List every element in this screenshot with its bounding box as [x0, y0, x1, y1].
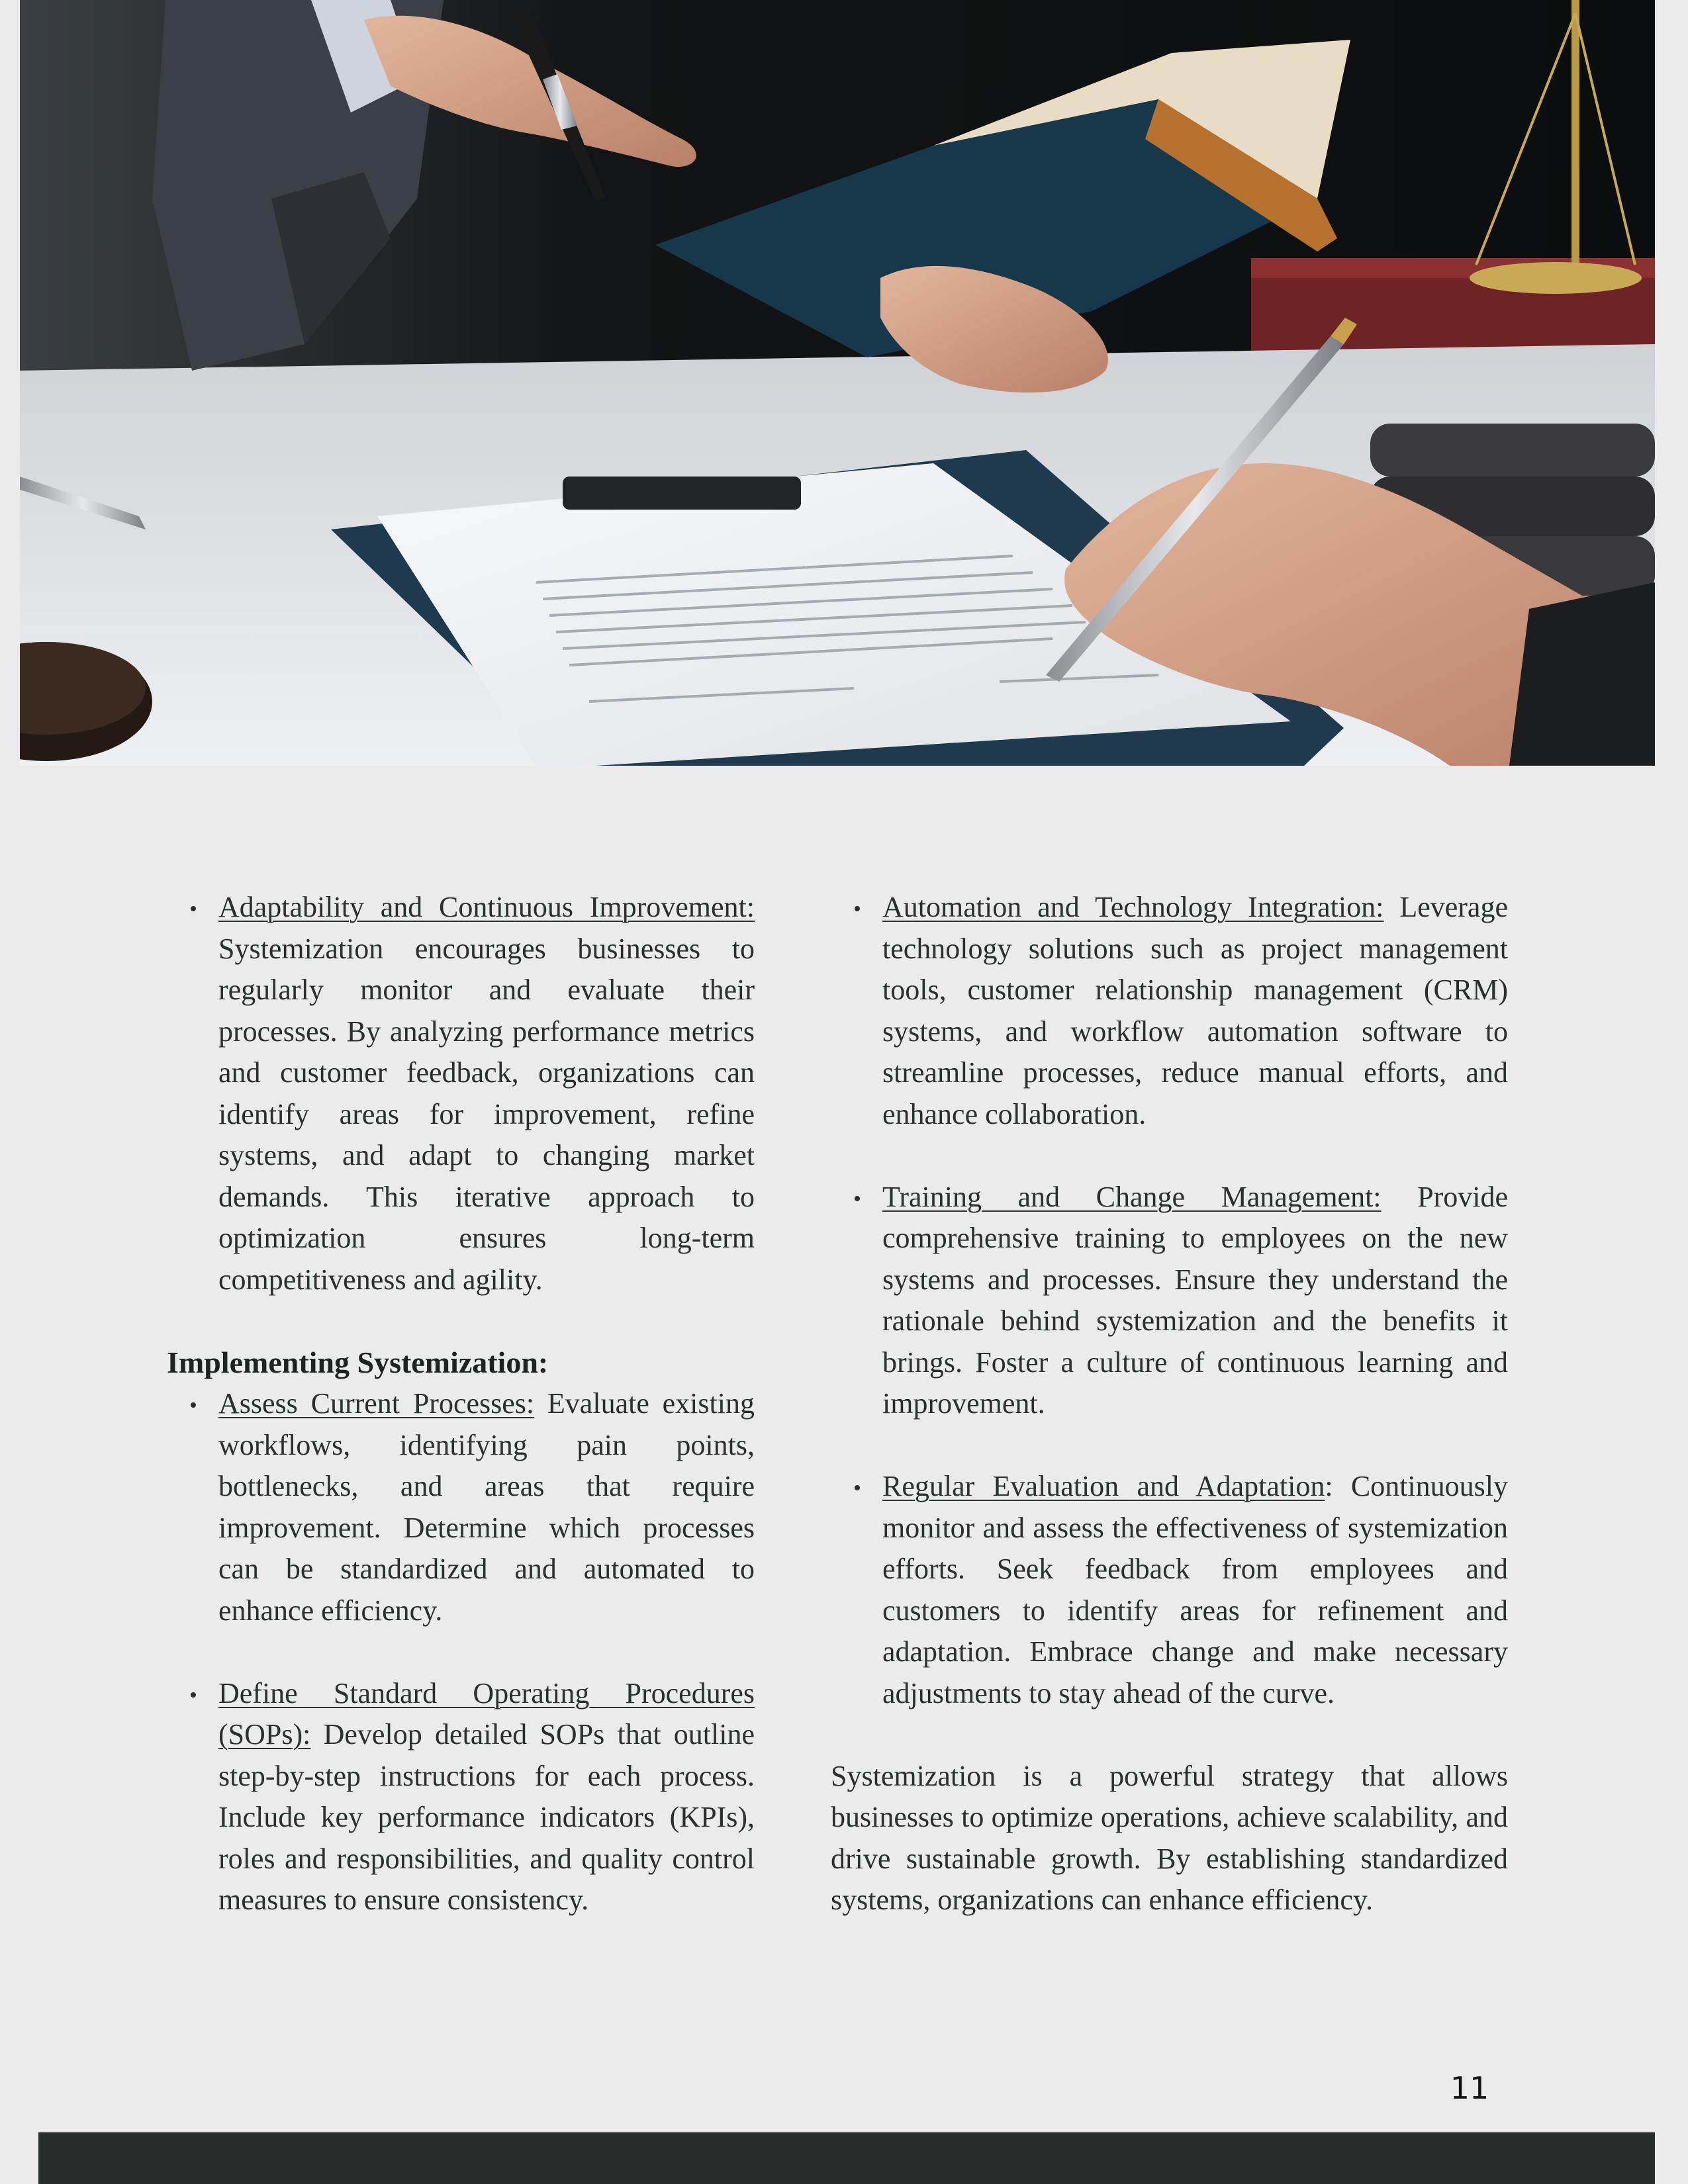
adaptability-list	[167, 887, 755, 1300]
implementing-heading: Implementing Systemization:	[167, 1345, 549, 1379]
assess-text: Evaluate existing workflows, identifying pain points, bottlenecks, and areas that require improvement. Determine which processes can be standardized and automated to enhance efficiency.	[218, 1387, 755, 1627]
training-term: Training and Change Management:	[882, 1180, 1382, 1213]
list-item	[882, 1466, 1508, 1714]
sops-text: Develop detailed SOPs that outline step-by-step instructions for each process. Include key performance indicators (KPIs), roles and responsibilities, and quality control measures to ensure consistency.	[218, 1718, 755, 1916]
list-item	[218, 887, 755, 1300]
automation-term: Automation and Technology Integration:	[882, 891, 1384, 923]
sops-term: Define Standard Operating Procedures (SOPs):	[218, 1676, 755, 1751]
implementing-list	[167, 1383, 755, 1921]
evaluation-term: Regular Evaluation and Adaptation	[882, 1470, 1325, 1502]
list-item	[218, 1383, 755, 1631]
photo-icon	[20, 0, 1655, 766]
automation-text: Leverage technology solutions such as project management tools, customer relationship management (CRM) systems, and workflow automation software to streamline processes, reduce manual efforts, and enhance collaboration.	[882, 891, 1508, 1130]
closing-paragraph: Systemization is a powerful strategy that allows businesses to optimize operations, achieve scalability, and drive sustainable growth. By establishing standardized systems, organizations can enhance efficiency.	[831, 1759, 1508, 1916]
hero-photo	[20, 0, 1655, 766]
right-list	[831, 887, 1508, 1714]
adaptability-text: Systemization encourages businesses to regularly monitor and evaluate their processes. By analyzing performance metrics and customer feedback, organizations can identify areas for improvement, refine systems, and adapt to changing market demands. This iterative approach to optimization ensures long-term competitiveness and agility.	[218, 932, 755, 1296]
left-column	[167, 887, 755, 1921]
footer-bar	[38, 2132, 1655, 2184]
page-number: 11	[1450, 2070, 1489, 2106]
list-item	[218, 1673, 755, 1921]
assess-term: Assess Current Processes:	[218, 1387, 535, 1420]
training-text: Provide comprehensive training to employees on the new systems and processes. Ensure they understand the rationale behind systemization and the benefits it brings. Foster a culture of continuous learning and improvement.	[882, 1180, 1508, 1420]
list-item	[882, 1177, 1508, 1425]
right-column	[831, 887, 1508, 1921]
list-item	[882, 887, 1508, 1135]
adaptability-term: Adaptability and Continuous Improvement:	[218, 891, 755, 923]
evaluation-text: : Continuously monitor and assess the effectiveness of systemization efforts. Seek feedback from employees and customers to identify areas for refinement and adaptation. Embrace change and make necessary adjustments to stay ahead of the curve.	[882, 1470, 1508, 1709]
